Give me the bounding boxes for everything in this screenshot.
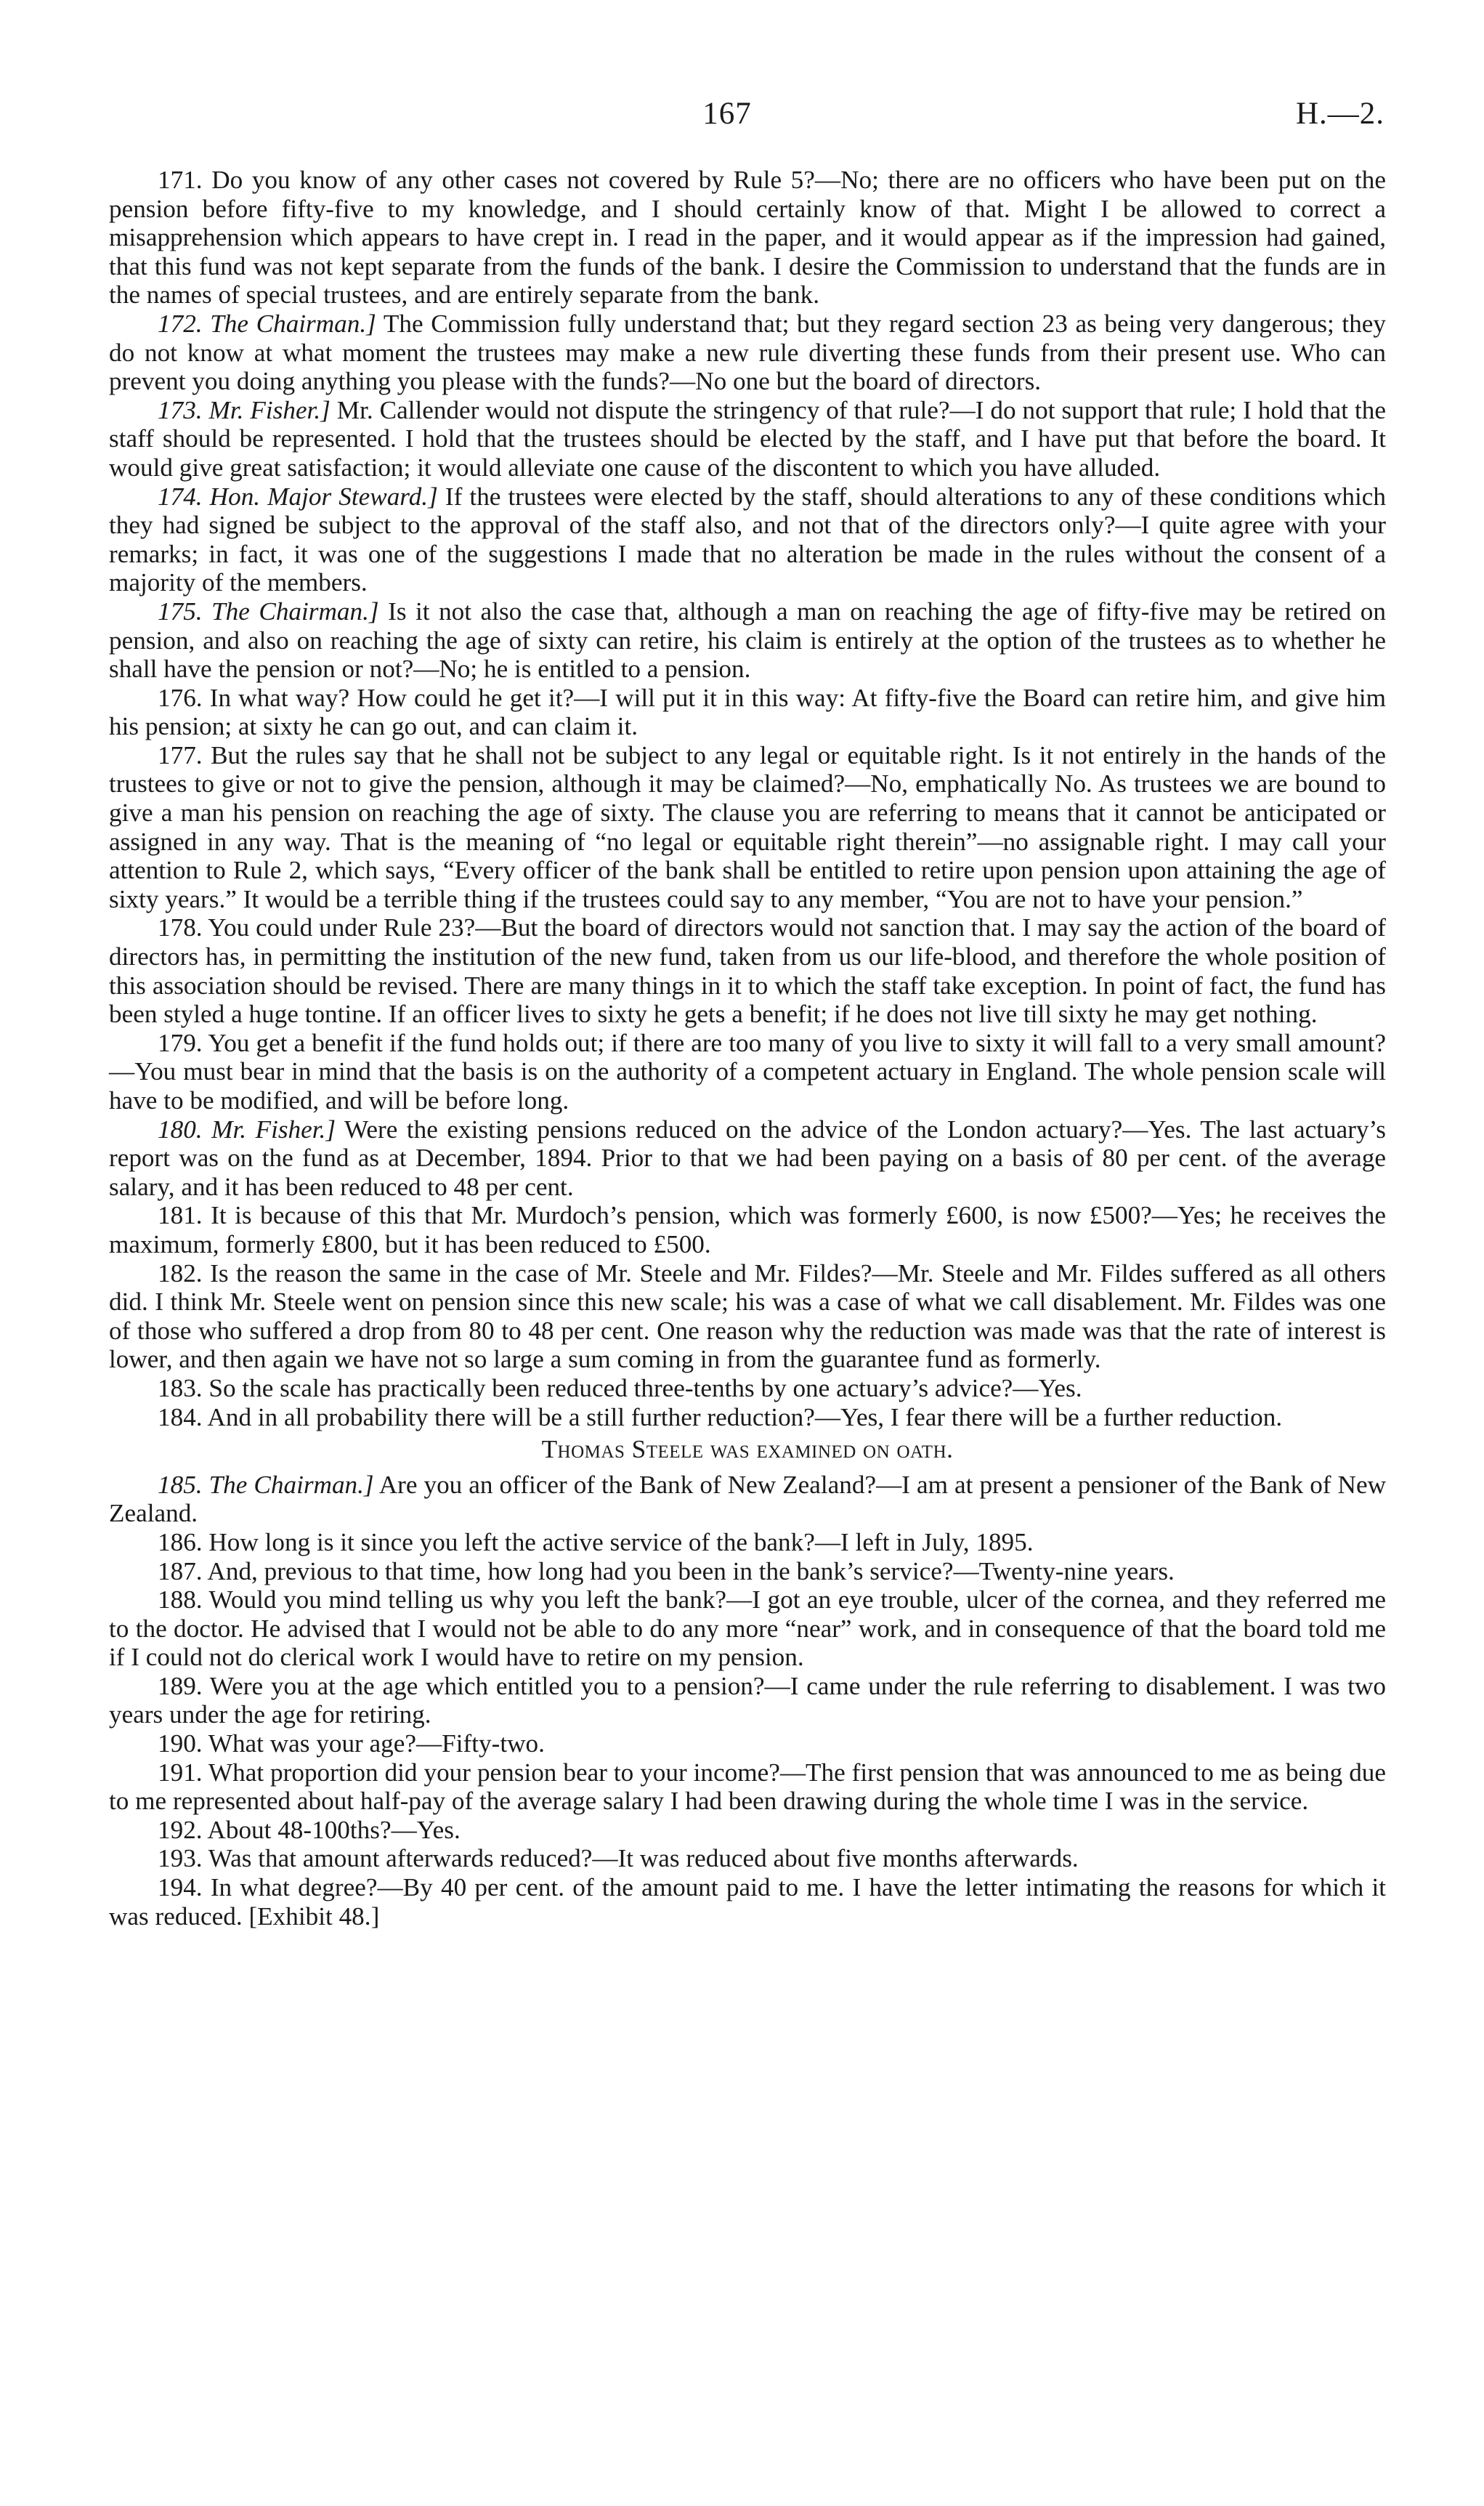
paragraph-q190 xyxy=(109,1729,1386,1758)
page-number: 167 xyxy=(702,97,752,131)
paragraph-q189 xyxy=(109,1672,1386,1729)
paragraph-text: Is it not also the case that, although a man on reaching the age of fifty-five may be retired on pension, and also on reaching the age of sixty can retire, his claim is entirely at the option of the trustees as to whether he shall have the pension or not?—No; he is entitled to a pension. xyxy=(109,597,1386,684)
paragraph-q186 xyxy=(109,1528,1386,1557)
paragraph-q179 xyxy=(109,1029,1386,1115)
paragraph-q180 xyxy=(109,1115,1386,1202)
paragraph-q178 xyxy=(109,913,1386,1028)
paragraph-q188 xyxy=(109,1585,1386,1672)
speaker-label: 173. Mr. Fisher.] xyxy=(158,395,331,424)
speaker-label: 185. The Chairman.] xyxy=(158,1470,374,1499)
speaker-label: 172. The Chairman.] xyxy=(158,309,376,338)
page-body xyxy=(109,166,1386,1931)
paragraph-q173 xyxy=(109,396,1386,482)
paragraph-text: 190. What was your age?—Fifty-two. xyxy=(158,1729,545,1758)
paragraph-q191 xyxy=(109,1758,1386,1816)
paragraph-text: Mr. Callender would not dispute the stringency of that rule?—I do not support that rule; I hold that the staff should be represented. I hold that the trustees should be elected by the staff, and I have put that before the board. It would give great satisfaction; it would alleviate one cause of the discontent to which you have alluded. xyxy=(109,395,1386,482)
paragraph-text: 181. It is because of this that Mr. Murdoch’s pension, which was formerly £600, is now £500?—Yes; he receives the maximum, formerly £800, but it has been reduced to £500. xyxy=(109,1201,1386,1258)
paragraph-q182 xyxy=(109,1259,1386,1374)
paragraph-q172 xyxy=(109,310,1386,396)
paragraph-q174 xyxy=(109,482,1386,597)
paragraph-text: Were the existing pensions reduced on the advice of the London actuary?—Yes. The last actuary’s report was on the fund as at December, 1894. Prior to that we had been paying on a basis of 80 per cent. of the average salary, and it has been reduced to 48 per cent. xyxy=(109,1115,1386,1201)
speaker-label: 174. Hon. Major Steward.] xyxy=(158,482,438,511)
speaker-label: 180. Mr. Fisher.] xyxy=(158,1115,336,1144)
paragraph-text: 193. Was that amount afterwards reduced?—It was reduced about five months afterwards. xyxy=(158,1844,1079,1873)
paragraph-q185 xyxy=(109,1471,1386,1528)
paragraph-text: 194. In what degree?—By 40 per cent. of the amount paid to me. I have the letter intimating the reasons for which it was reduced. [Exhibit 48.] xyxy=(109,1873,1386,1931)
paragraph-text: 187. And, previous to that time, how long had you been in the bank’s service?—Twenty-nine years. xyxy=(158,1556,1175,1585)
paragraph-text: 191. What proportion did your pension bear to your income?—The first pension that was announced to me as being due to me represented about half-pay of the average salary I had been drawing during the whole time I was in the service. xyxy=(109,1758,1386,1816)
paragraph-q175 xyxy=(109,597,1386,684)
paragraph-text: 179. You get a benefit if the fund holds out; if there are too many of you live to sixty it will fall to a very small amount?—You must bear in mind that the basis is on the authority of a competent actuary in England. The whole pension scale will have to be modified, and will be before long. xyxy=(109,1028,1386,1115)
paragraph-text: 188. Would you mind telling us why you left the bank?—I got an eye trouble, ulcer of the cornea, and they referred me to the doctor. He advised that I would not be able to do any more “near” work, and in consequence of that the board told me if I could not do clerical work I would have to retire on my pension. xyxy=(109,1585,1386,1672)
paragraph-text: The Commission fully understand that; but they regard section 23 as being very dangerous; they do not know at what moment the trustees may make a new rule diverting these funds from their present use. Who can prevent you doing anything you please with the funds?—No one but the board of directors. xyxy=(109,309,1387,396)
paragraph-text: Are you an officer of the Bank of New Zealand?—I am at present a pensioner of the Bank of New Zealand. xyxy=(109,1470,1386,1528)
paragraph-text: 189. Were you at the age which entitled you to a pension?—I came under the rule referring to disablement. I was two years under the age for retiring. xyxy=(109,1671,1386,1729)
paragraph-q194 xyxy=(109,1873,1386,1931)
paragraph-q192 xyxy=(109,1816,1386,1845)
paragraph-text: 176. In what way? How could he get it?—I will put it in this way: At fifty-five the Board can retire him, and give him his pension; at sixty he can go out, and can claim it. xyxy=(109,683,1386,741)
paragraph-q171 xyxy=(109,166,1386,310)
paragraph-text: If the trustees were elected by the staff, should alterations to any of these conditions which they had signed be subject to the approval of the staff also, and not that of the directors only?—I quite agree with your remarks; in fact, it was one of the suggestions I made that no alteration be made in the rules without the consent of a majority of the members. xyxy=(109,482,1386,597)
paragraph-q183 xyxy=(109,1374,1386,1403)
paragraph-q181 xyxy=(109,1201,1386,1258)
paragraph-text: 183. So the scale has practically been reduced three-tenths by one actuary’s advice?—Yes. xyxy=(158,1373,1082,1402)
paragraph-text: 184. And in all probability there will be a still further reduction?—Yes, I fear there will be a further reduction. xyxy=(158,1402,1283,1431)
paragraph-text: 182. Is the reason the same in the case of Mr. Steele and Mr. Fildes?—Mr. Steele and Mr. Fildes suffered as all others did. I think Mr. Steele went on pension since this new scale; his was a case of what we call disablement. Mr. Fildes was one of those who suffered a drop from 80 to 48 per cent. One reason why the reduction was made was that the rate of interest is lower, and then again we have not so large a sum coming in from the guarantee fund as formerly. xyxy=(109,1258,1386,1374)
paragraph-q176 xyxy=(109,684,1386,741)
paragraph-text: 178. You could under Rule 23?—But the board of directors would not sanction that. I may say the action of the board of directors has, in permitting the institution of the new fund, taken from us our life-blood, and therefore the whole position of this association should be revised. There are many things in it to which the staff take exception. In point of fact, the fund has been styled a huge tontine. If an officer lives to sixty he gets a benefit; if he does not live till sixty he may get nothing. xyxy=(109,913,1386,1029)
speaker-label: 175. The Chairman.] xyxy=(158,597,379,626)
paragraph-text: 192. About 48-100ths?—Yes. xyxy=(158,1815,461,1844)
paragraph-q177 xyxy=(109,741,1386,914)
paragraph-text: 171. Do you know of any other cases not covered by Rule 5?—No; there are no officers who have been put on the pension before fifty-five to my knowledge, and I should certainly know of that. Might I be allowed to correct a misapprehension which appears to have crept in. I read in the paper, and it would appear as if the impression had gained, that this fund was not kept separate from the funds of the bank. I desire the Commission to understand that the funds are in the names of special trustees, and are entirely separate from the bank. xyxy=(109,166,1386,310)
paragraph-q193 xyxy=(109,1844,1386,1873)
witness-heading: Thomas Steele was examined on oath. xyxy=(541,1435,954,1464)
document-code: H.—2. xyxy=(1295,97,1384,131)
paragraph-text: 186. How long is it since you left the active service of the bank?—I left in July, 1895. xyxy=(158,1527,1034,1556)
paragraph-q187 xyxy=(109,1557,1386,1586)
paragraph-q184 xyxy=(109,1403,1386,1432)
paragraph-text: 177. But the rules say that he shall not be subject to any legal or equitable right. Is it not entirely in the hands of the trustees to give or not to give the pension, although it may be claimed?—No, emphatically No. As trustees we are bound to give a man his pension on reaching the age of sixty. The clause you are referring to means that it cannot be anticipated or assigned in any way. That is the meaning of “no legal or equitable right therein”—no assignable right. I may call your attention to Rule 2, which says, “Every officer of the bank shall be entitled to retire upon pension upon attaining the age of sixty years.” It would be a terrible thing if the trustees could say to any member, “You are not to have your pension.” xyxy=(109,740,1386,913)
